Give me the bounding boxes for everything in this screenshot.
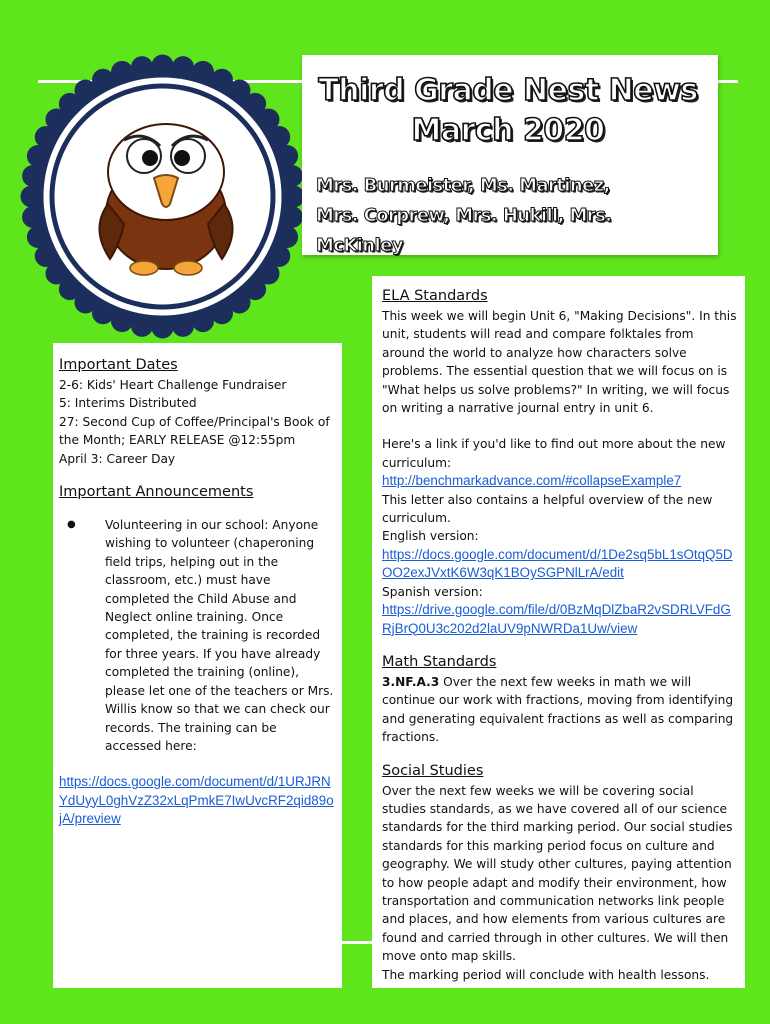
title-box <box>302 55 718 255</box>
date-item: April 3: Career Day <box>59 451 176 466</box>
important-dates-heading: Important Dates <box>59 357 178 373</box>
math-text <box>382 673 739 747</box>
ela-text: This week we will begin Unit 6, "Making Decisions". In this unit, students will read and compare folktales from around the world to analyze how characters solve problems. The essential question that we will focus on is "What helps us solve problems?" In writing, we will focus on writing a narrative journal entry in unit 6. <box>382 309 737 416</box>
spanish-version-link[interactable]: https://drive.google.com/file/d/0BzMqDlZbaR2vSDRLVFdGRjBrQ0U3c202d2laUV9pNWRDa1Uw/view <box>382 602 731 636</box>
teachers-line-1: Mrs. Burmeister, Ms. Martinez, <box>316 175 610 196</box>
overview-text: This letter also contains a helpful overview of the new curriculum. <box>382 492 713 526</box>
important-announcements-heading: Important Announcements <box>59 484 254 501</box>
math-standard-code: 3.NF.A.3 <box>382 674 440 689</box>
newsletter-title <box>316 71 700 151</box>
social-studies-heading: Social Studies <box>382 762 484 779</box>
social-studies-text: Over the next few weeks we will be covering social studies standards, as we have covered all of our science standards for the third marking period. Our social studies standards for this marking period focus on culture and geography. We will study other cultures, paying attention to how people adapt and modify their environment, how transportation and communication networks link people and places, and how elements from various cultures are found and carried through in other cultures. We will then move onto map skills. <box>382 783 733 964</box>
english-version-link[interactable]: https://docs.google.com/document/d/1De2sq5bL1sOtqQ5DOO2exJVxtK6W3qK1BOySGPNlLrA/edit <box>382 546 733 581</box>
math-description: Over the next few weeks in math we will continue our work with fractions, moving from identifying and generating equivalent fractions as well as comparing fractions. <box>382 674 734 745</box>
important-dates-list <box>59 376 336 468</box>
curriculum-link[interactable]: http://benchmarkadvance.com/#collapseExample7 <box>382 473 682 489</box>
ela-standards-heading: ELA Standards <box>382 288 488 304</box>
curriculum-intro: Here's a link if you'd like to find out more about the new curriculum: <box>382 437 726 470</box>
date-item: 2-6: Kids' Heart Challenge Fundraiser <box>59 378 287 392</box>
teacher-names <box>316 171 700 261</box>
english-label: English version: <box>382 529 479 544</box>
social-studies-text-2: The marking period will conclude with health lessons. <box>382 967 710 982</box>
title-line-2: March 2020 <box>411 113 605 148</box>
date-item: 5: Interims Distributed <box>59 396 197 411</box>
training-link[interactable]: https://docs.google.com/document/d/1URJRNYdUyyL0ghVzZ32xLqPmkE7IwUvcRF2qid89ojA/preview <box>59 774 334 827</box>
title-line-1: Third Grade Nest News <box>318 73 698 108</box>
announcement-item: ● Volunteering in our school: Anyone wishing to volunteer (chaperoning field trips, helping out in the classroom, etc.) must have completed the Child Abuse and Neglect online training. Once completed, the training is recorded for three years. If you have already completed the training (online), please let one of the teachers or Mrs. Willis know so that we can check our records. The training can be accessed here: <box>59 516 336 755</box>
right-column <box>372 276 745 988</box>
left-column <box>53 343 342 988</box>
announcements-list <box>59 516 336 755</box>
spanish-label: Spanish version: <box>382 584 483 599</box>
date-item: 27: Second Cup of Coffee/Principal's Book of the Month; EARLY RELEASE @12:55pm <box>59 414 330 448</box>
teachers-line-2: Mrs. Corprew, Mrs. Hukill, Mrs. McKinley <box>316 205 612 256</box>
eagle-mascot-icon <box>20 54 305 339</box>
math-standards-heading: Math Standards <box>382 653 497 670</box>
